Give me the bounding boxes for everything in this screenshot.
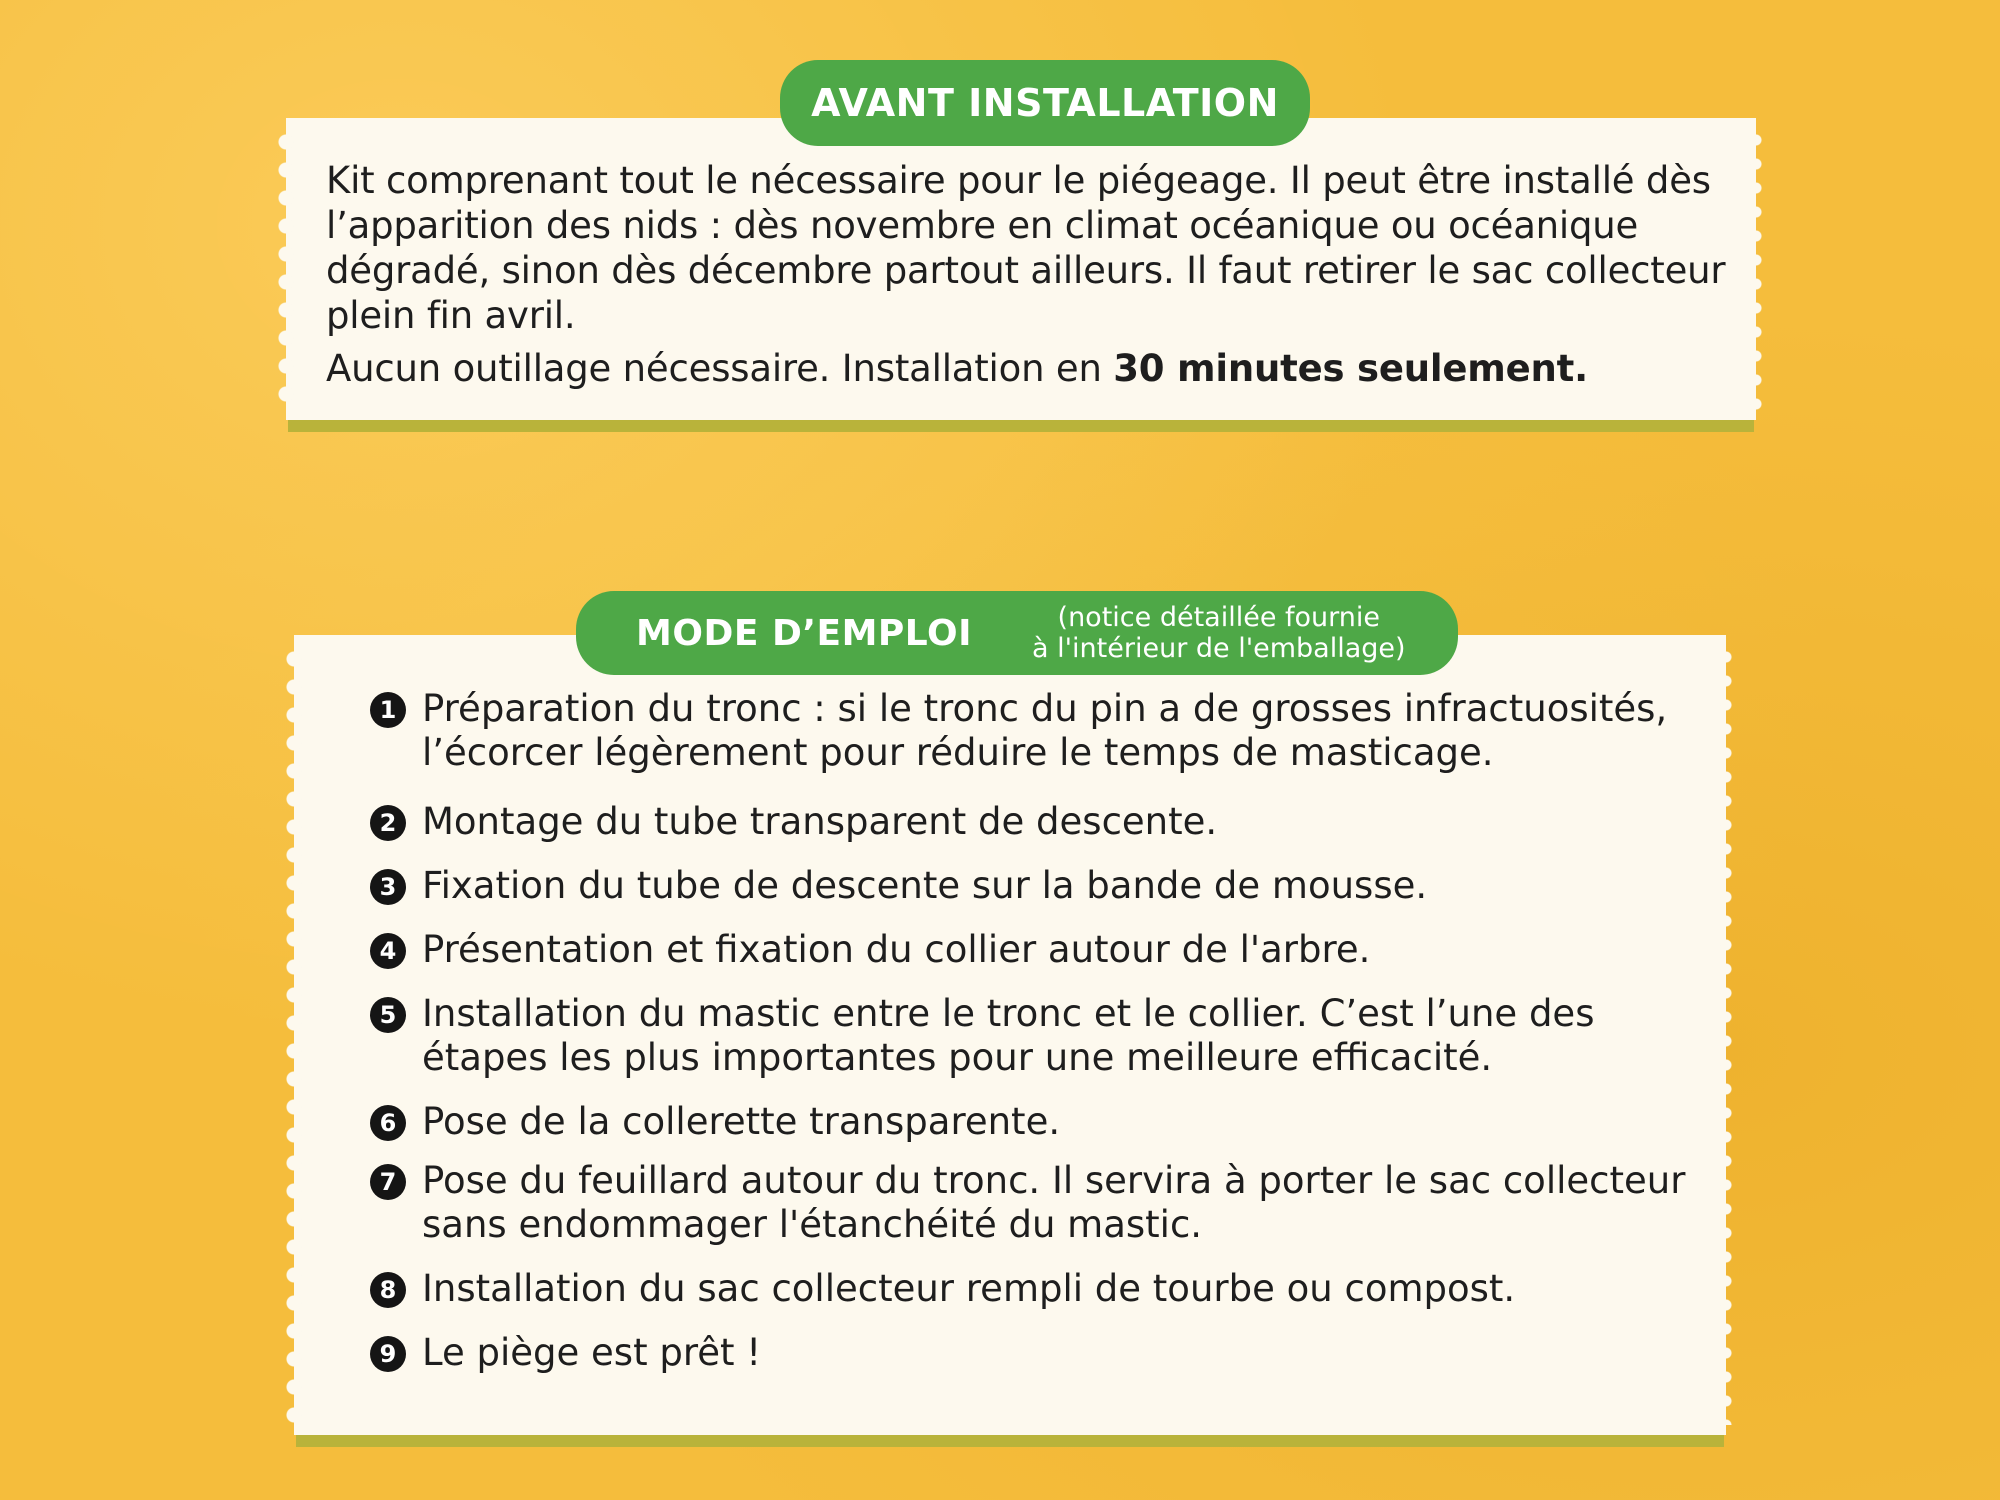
step-number-badge: 5 — [370, 997, 406, 1033]
mode-emploi-note-line1: (notice détaillée fournie — [1057, 602, 1381, 633]
step-item — [370, 1159, 1710, 1247]
avant-paragraph-2 — [326, 346, 1726, 391]
mode-emploi-card — [294, 635, 1726, 1435]
step-text: Fixation du tube de descente sur la bande de mousse. — [422, 864, 1428, 907]
step-text: Montage du tube transparent de descente. — [422, 800, 1218, 843]
step-item — [370, 928, 1710, 972]
step-number-badge: 3 — [370, 869, 406, 905]
avant-installation-text — [326, 158, 1726, 391]
steps-list — [370, 687, 1710, 1375]
step-text: Installation du sac collecteur rempli de tourbe ou compost. — [422, 1267, 1516, 1310]
step-item — [370, 1267, 1710, 1311]
avant-paragraph-2-prefix: Aucun outillage nécessaire. Installation en — [326, 347, 1114, 390]
step-number-badge: 2 — [370, 805, 406, 841]
step-item — [370, 800, 1710, 844]
avant-installation-title: AVANT INSTALLATION — [811, 81, 1279, 125]
step-item — [370, 1331, 1710, 1375]
step-number-badge: 6 — [370, 1105, 406, 1141]
avant-installation-card — [286, 118, 1756, 420]
mode-emploi-note — [1032, 602, 1406, 664]
step-number-badge: 8 — [370, 1272, 406, 1308]
step-number-badge: 1 — [370, 692, 406, 728]
step-item — [370, 687, 1710, 775]
step-number-badge: 4 — [370, 933, 406, 969]
step-item — [370, 1100, 1710, 1144]
avant-installation-header — [780, 60, 1310, 146]
step-text: Installation du mastic entre le tronc et le collier. C’est l’une des étapes les plus importantes pour une meilleure efficacité. — [422, 992, 1595, 1079]
step-text: Le piège est prêt ! — [422, 1331, 762, 1374]
mode-emploi-title: MODE D’EMPLOI — [636, 612, 972, 654]
step-number-badge: 9 — [370, 1336, 406, 1372]
step-text: Préparation du tronc : si le tronc du pin a de grosses infractuosités, l’écorcer légèrement pour réduire le temps de masticage. — [422, 687, 1668, 774]
avant-paragraph-2-bold: 30 minutes seulement. — [1113, 347, 1589, 390]
step-text: Pose du feuillard autour du tronc. Il servira à porter le sac collecteur sans endommager l'étanchéité du mastic. — [422, 1159, 1686, 1246]
mode-emploi-header — [576, 591, 1458, 675]
step-text: Pose de la collerette transparente. — [422, 1100, 1061, 1143]
avant-paragraph-1: Kit comprenant tout le nécessaire pour le piégeage. Il peut être installé dès l’apparition des nids : dès novembre en climat océanique ou océanique dégradé, sinon dès décembre partout ailleurs. Il faut retirer le sac collecteur plein fin avril. — [326, 159, 1726, 337]
step-item — [370, 864, 1710, 908]
step-item — [370, 992, 1710, 1080]
step-text: Présentation et fixation du collier autour de l'arbre. — [422, 928, 1371, 971]
step-number-badge: 7 — [370, 1164, 406, 1200]
mode-emploi-note-line2: à l'intérieur de l'emballage) — [1032, 633, 1406, 664]
